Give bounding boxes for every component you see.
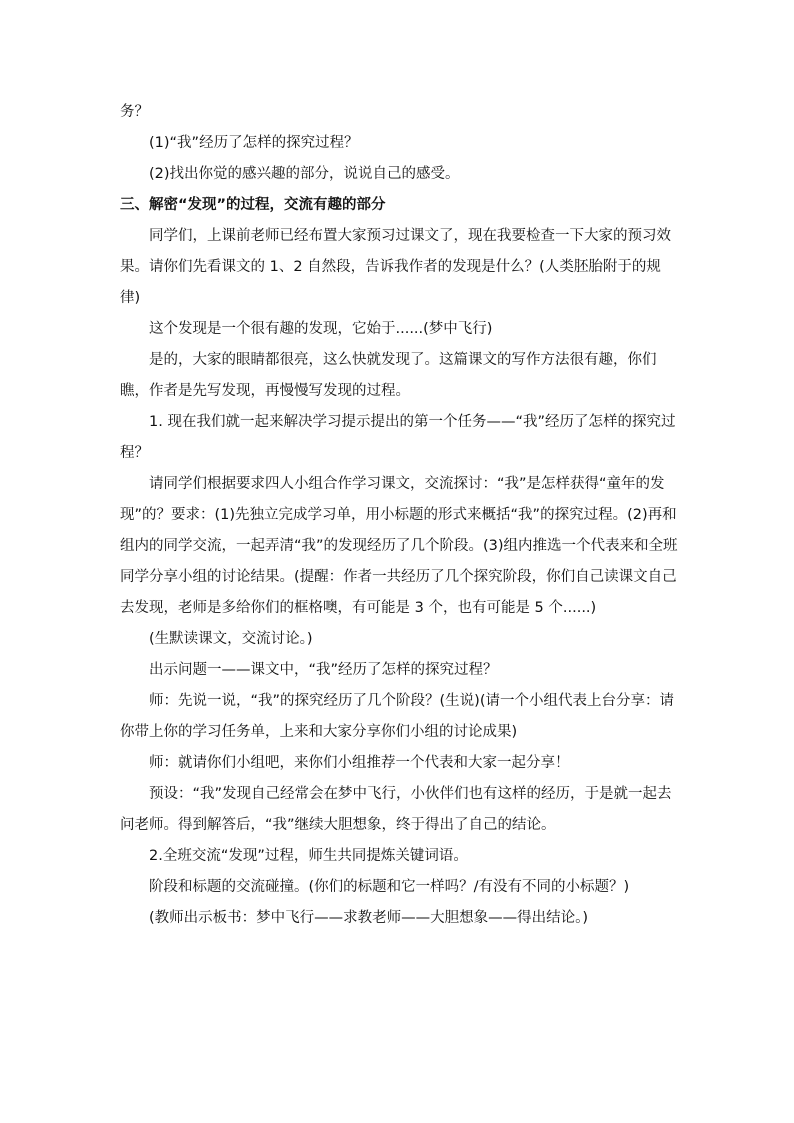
- paragraph: 预设：“我”发现自己经常会在梦中飞行，小伙伴们也有这样的经历，于是就一起去问老师。得到解答后，“我”继续大胆想象，终于得出了自己的结论。: [120, 786, 672, 833]
- paragraph: 师：先说一说，“我”的探究经历了几个阶段？(生说)(请一个小组代表上台分享：请你带上你的学习任务单，上来和大家分享你们小组的讨论成果): [120, 693, 674, 740]
- paragraph: 这个发现是一个很有趣的发现，它始于......(梦中飞行): [149, 321, 493, 337]
- question-2: (2)找出你觉的感兴趣的部分，说说自己的感受。: [149, 166, 460, 182]
- document-body: [120, 97, 680, 934]
- paragraph: 同学们，上课前老师已经布置大家预习过课文了，现在我要检查一下大家的预习效果。请你们先看课文的 1、2 自然段，告诉我作者的发现是什么？(人类胚胎附于的规律): [120, 228, 671, 306]
- question-1: (1)“我”经历了怎样的探究过程？: [149, 135, 359, 151]
- paragraph: (生默读课文，交流讨论。): [149, 631, 313, 647]
- paragraph: 师：就请你们小组吧，来你们小组推荐一个代表和大家一起分享！: [149, 755, 570, 771]
- paragraph: (教师出示板书：梦中飞行——求教老师——大胆想象——得出结论。): [149, 910, 589, 926]
- paragraph: 出示问题一——课文中，“我”经历了怎样的探究过程？: [149, 662, 498, 678]
- paragraph-continuation: 务？: [120, 104, 149, 120]
- group-task-paragraph: 请同学们根据要求四人小组合作学习课文，交流探讨：“我”是怎样获得“童年的发现”的？要求：(1)先独立完成学习单，用小标题的形式来概括“我”的探究过程。(2)再和组内的同学交流，一起弄清“我”的发现经历了几个阶段。(3)组内推选一个代表来和全班同学分享小组的讨论结果。(提醒：作者一共经历了几个探究阶段，你们自己读课文自己去发现，老师是多给你们的框格噢，有可能是 3 个，也有可能是 5 个......): [120, 476, 678, 616]
- task-1-paragraph: 1. 现在我们就一起来解决学习提示提出的第一个任务——“我”经历了怎样的探究过程？: [120, 414, 676, 461]
- paragraph: 是的，大家的眼睛都很亮，这么快就发现了。这篇课文的写作方法很有趣，你们瞧，作者是先写发现，再慢慢写发现的过程。: [120, 352, 657, 399]
- task-2-paragraph: 2.全班交流“发现”过程，师生共同提炼关键词语。: [149, 848, 468, 864]
- paragraph: 阶段和标题的交流碰撞。(你们的标题和它一样吗？/有没有不同的小标题？): [149, 879, 630, 895]
- section-heading: 三、解密“发现”的过程，交流有趣的部分: [120, 197, 386, 213]
